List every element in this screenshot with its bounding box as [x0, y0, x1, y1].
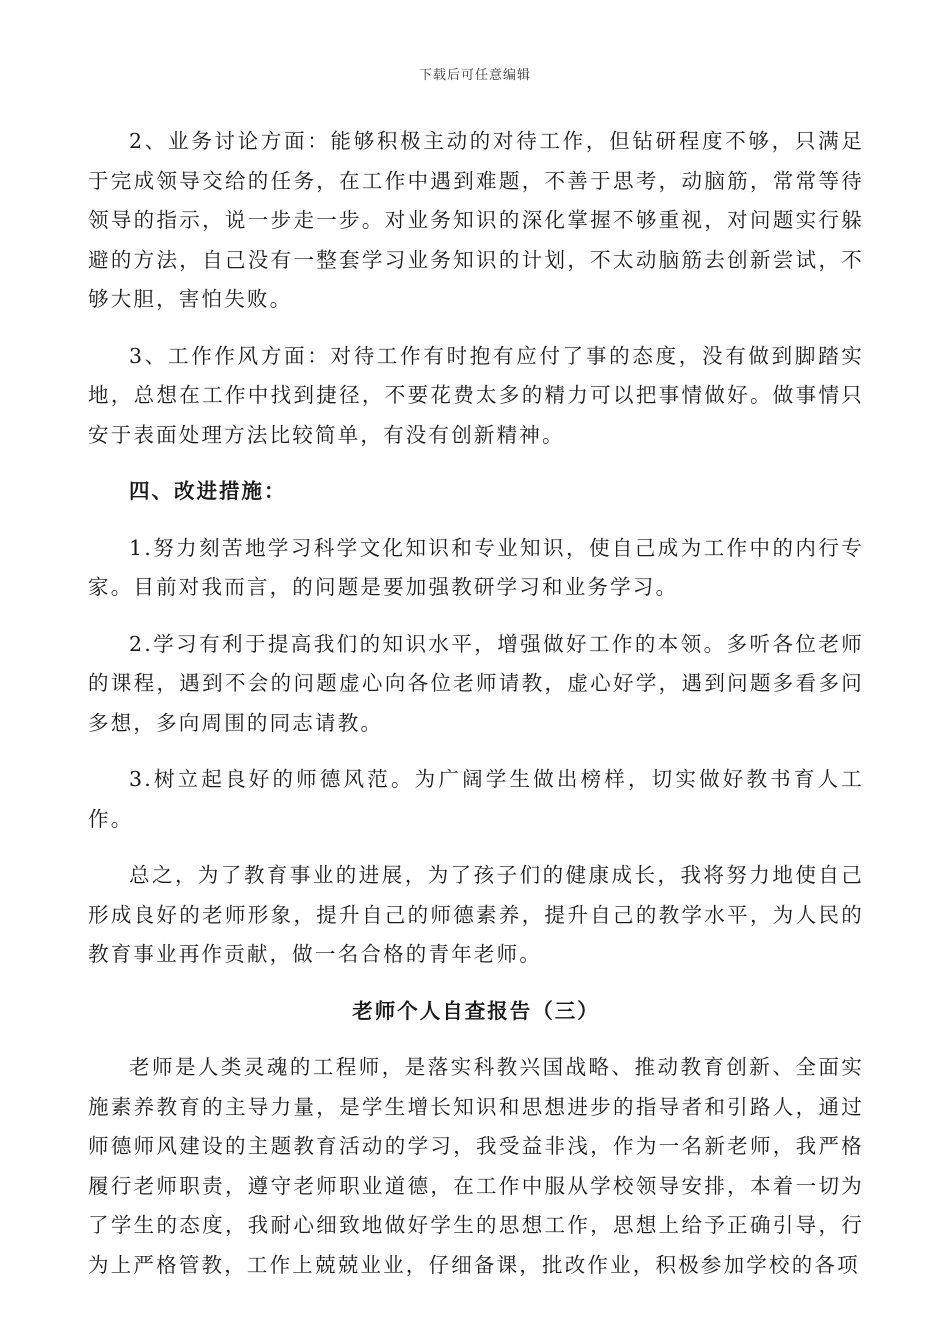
- paragraph-gap: [88, 455, 864, 472]
- paragraph-gap: [88, 1031, 864, 1048]
- report-title: 老师个人自查报告（三）: [352, 998, 600, 1023]
- paragraph-gap: [88, 512, 864, 529]
- paragraph-gap: [88, 975, 864, 992]
- document-body: [88, 122, 864, 1285]
- paragraph-measure-1: 1.努力刻苦地学习科学文化知识和专业知识，使自己成为工作中的内行专家。目前对我而言，的问题是要加强教研学习和业务学习。: [88, 535, 864, 599]
- paragraph-report-intro: 老师是人类灵魂的工程师，是落实科教兴国战略、推动教育创新、全面实施素养教育的主导力量，是学生增长知识和思想进步的指导者和引路人，通过师德师风建设的主题教育活动的学习，我受益非浅，作为一名新老师，我严格履行老师职责，遵守老师职业道德，在工作中服从学校领导安排，本着一切为了学生的态度，我耐心细致地做好学生的思想工作，思想上给予正确引导，行为上严格管教，工作上兢兢业业，仔细备课，批改作业，积极参加学校的各项: [88, 1055, 864, 1277]
- paragraph-item-2: 2、业务讨论方面：能够积极主动的对待工作，但钻研程度不够，只满足于完成领导交给的任务，在工作中遇到难题，不善于思考，动脑筋，常常等待领导的指示，说一步走一步。对业务知识的深化掌握不够重视，对问题实行躲避的方法，自己没有一整套学习业务知识的计划，不太动脑筋去创新尝试，不够大胆，害怕失败。: [88, 129, 864, 311]
- paragraph-gap: [88, 608, 864, 625]
- paragraph-item-3: 3、工作作风方面：对待工作有时抱有应付了事的态度，没有做到脚踏实地，总想在工作中找到捷径，不要花费太多的精力可以把事情做好。做事情只安于表面处理方法比较简单，有没有创新精神。: [88, 343, 864, 447]
- paragraph-gap: [88, 839, 864, 856]
- section-heading-improvement: 四、改进措施：: [129, 479, 287, 503]
- paragraph-gap: [88, 320, 864, 337]
- paragraph-conclusion: 总之，为了教育事业的进展，为了孩子们的健康成长，我将努力地使自己形成良好的老师形象，提升自己的师德素养，提升自己的教学水平，为人民的教育事业再作贡献，做一名合格的青年老师。: [88, 863, 864, 966]
- paragraph-measure-3: 3.树立起良好的师德风范。为广阔学生做出榜样，切实做好教书育人工作。: [88, 767, 864, 831]
- header-note: 下载后可任意编辑: [418, 68, 531, 83]
- paragraph-measure-2: 2.学习有利于提高我们的知识水平，增强做好工作的本领。多听各位老师的课程，遇到不会的问题虚心向各位老师请教，虚心好学，遇到问题多看多问多想，多向周围的同志请教。: [88, 631, 864, 735]
- paragraph-gap: [88, 743, 864, 760]
